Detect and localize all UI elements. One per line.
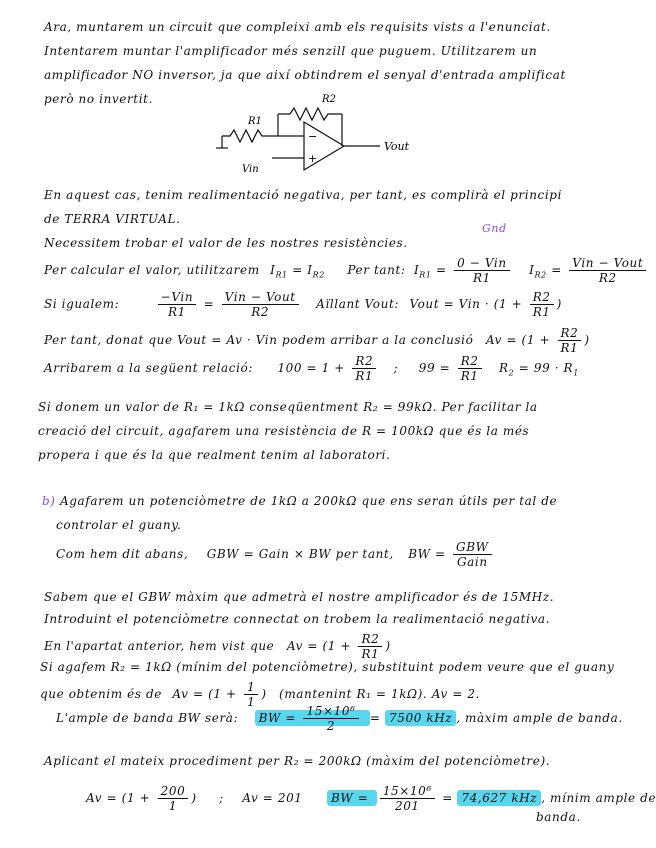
text-line: amplificador NO inversor, ja que així obtindrem el senyal d'entrada amplificat: [44, 68, 566, 82]
bw-max-highlight: BW = $\frac{\text{15×10⁶}}{2}$: [255, 710, 370, 726]
text-line: de TERRA VIRTUAL.: [44, 212, 181, 226]
section-b-line: b) Agafarem un potenciòmetre de 1kΩ a 200kΩ que ens seran útils per tal de: [42, 494, 558, 508]
minus-terminal-label: −: [308, 130, 318, 143]
r1-label: R1: [248, 116, 262, 127]
equation-line: Per tant, donat que Vout = Av · Vin podem arribar a la conclusió Av = (1 + $\frac{R2}{R1}$ ): [44, 326, 590, 355]
text-line: Necessitem trobar el valor de les nostres resistències.: [44, 236, 408, 250]
text-line: Si donem un valor de R₁ = 1kΩ conseqüentment R₂ = 99kΩ. Per facilitar la: [38, 400, 538, 414]
text-line: Ara, muntarem un circuit que compleixi amb els requisits vists a l'enunciat.: [44, 20, 551, 34]
text-line: Aplicant el mateix procediment per R₂ = 200kΩ (màxim del potenciòmetre).: [44, 754, 551, 768]
text-line: però no invertit.: [44, 92, 154, 106]
non-inverting-amplifier-circuit: [212, 92, 422, 174]
r2-label: R2: [322, 94, 336, 105]
bw-min-highlight: BW =: [327, 790, 377, 806]
text-line: propera i que és la que realment tenim al laboratori.: [38, 448, 391, 462]
ir1-fraction: $\frac{\text{0 − Vin}}{R1}$: [454, 256, 510, 285]
text-line: Si agafem R₂ = 1kΩ (mínim del potenciòmetre), substituint podem veure que el guany: [40, 660, 615, 674]
text-line: Intentarem muntar l'amplificador més senzill que puguem. Utilitzarem un: [44, 44, 538, 58]
equation-line: Si igualem: $\frac{\text{−Vin}}{R1}$ = $\frac{\text{Vin − Vout}}{R2}$ Aïllant Vout: Vout = Vin · (1 + $\frac{R2}{R1}$ ): [44, 290, 562, 319]
vout-label: Vout: [384, 140, 410, 153]
equation-line: En l'apartat anterior, hem vist que Av = (1 + $\frac{R2}{R1}$ ): [44, 632, 391, 661]
equation-line: Com hem dit abans, GBW = Gain × BW per tant, BW = $\frac{\text{GBW}}{\text{Gain}}$: [56, 540, 495, 569]
text-line: Introduint el potenciòmetre connectat on trobem la realimentació negativa.: [44, 612, 551, 626]
bw-max-value: 7500 kHz: [385, 710, 456, 726]
text-line: Sabem que el GBW màxim que admetrà el nostre amplificador és de 15MHz.: [44, 590, 555, 604]
equation-line: Per calcular el valor, utilitzarem $I_{R1} = I_{R2}$ Per tant: $I_{R1}$ = $\frac{\text{0 − Vin}}{R1}$ $I_{R2}$ = $\frac{\text{Vin − Vout}}{R2}$: [44, 256, 649, 285]
text-line: banda.: [536, 810, 581, 824]
gnd-annotation: Gnd: [482, 222, 507, 235]
equation-line: que obtenim és de Av = (1 + $\frac{1}{1}$ ) (mantenint R₁ = 1kΩ). Av = 2.: [40, 680, 481, 709]
equation-line: Arribarem a la següent relació: 100 = 1 + $\frac{R2}{R1}$ ; 99 = $\frac{R2}{R1}$ $R_2 = 99 \cdot R_1$: [44, 354, 579, 383]
bw-min-value: 74,627 kHz: [457, 790, 541, 806]
text-line: controlar el guany.: [56, 518, 182, 532]
text-line: creació del circuit, agafarem una resistència de R = 100kΩ que és la més: [38, 424, 530, 438]
plus-terminal-label: +: [308, 152, 318, 165]
equation-line: L'ample de banda BW serà: BW = $\frac{\text{15×10⁶}}{2}$ = 7500 kHz , màxim ample de banda.: [56, 704, 623, 733]
equation-line: Av = (1 + $\frac{200}{1}$ ) ; Av = 201 BW = $\frac{\text{15×10⁶}}{201}$ = 74,627 kHz , mínim ample de: [86, 784, 656, 813]
ir2-fraction: $\frac{\text{Vin − Vout}}{R2}$: [569, 256, 646, 285]
vin-label: Vin: [242, 164, 259, 174]
text-line: En aquest cas, tenim realimentació negativa, per tant, es complirà el principi: [44, 188, 563, 202]
